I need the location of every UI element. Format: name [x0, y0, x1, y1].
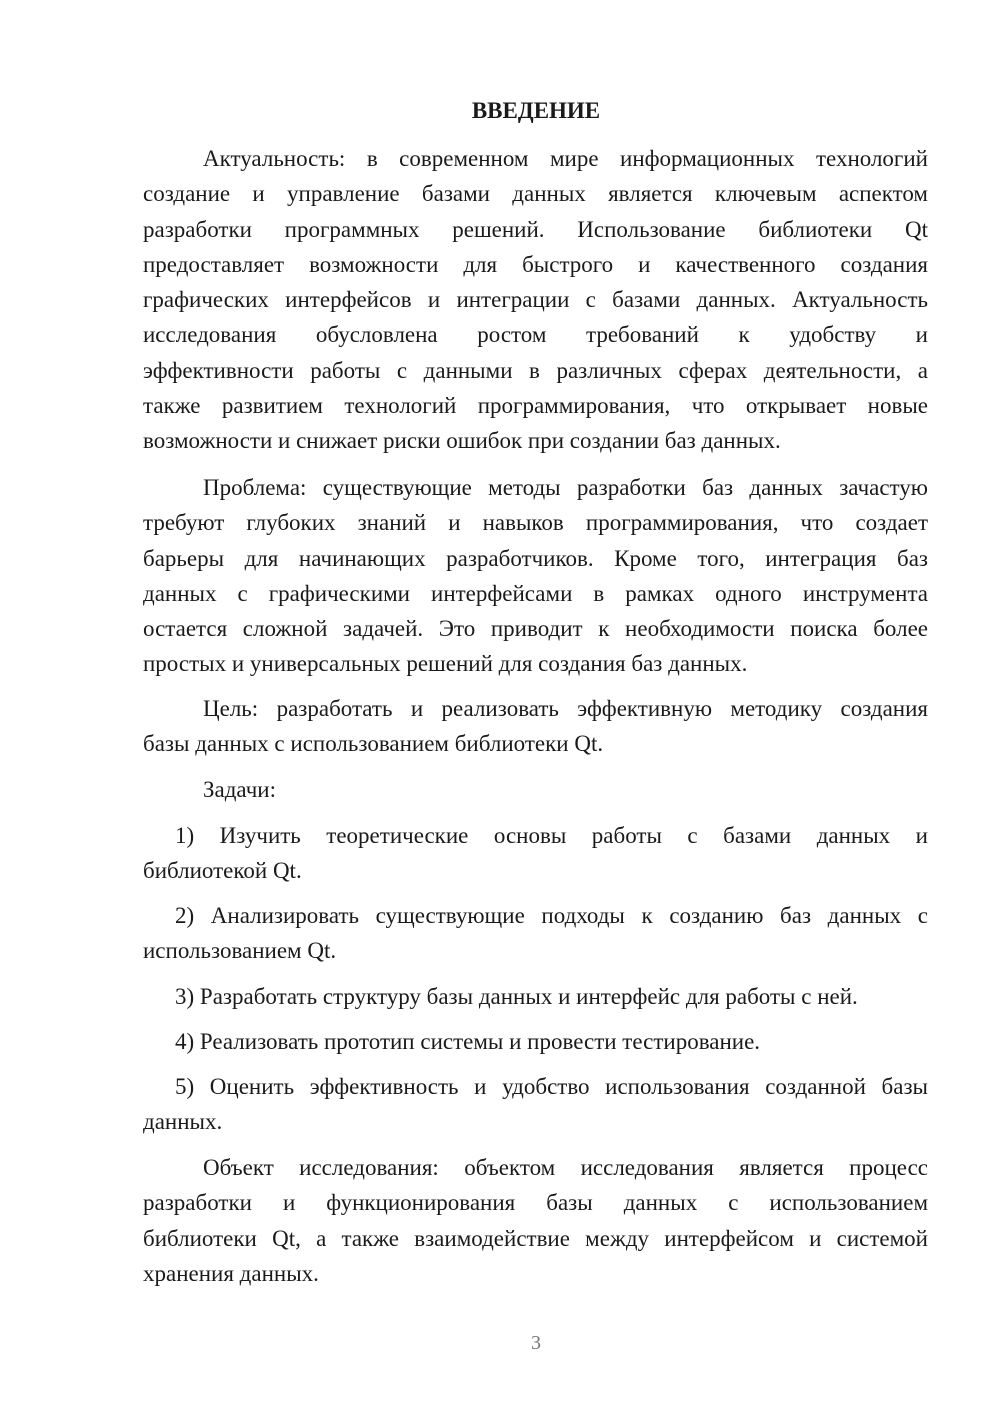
text-line: графических интерфейсов и интеграции с базами данных. Актуальность — [143, 287, 928, 313]
text-line: Актуальность: в современном мире информационных технологий — [203, 146, 928, 171]
task-list-item — [143, 979, 928, 1014]
text-line: эффективности работы с данными в различных сферах деятельности, а — [143, 357, 928, 383]
text-line: разработки и функционирования базы данных с использованием — [143, 1190, 928, 1216]
text-line: использованием Qt. — [143, 938, 337, 964]
paragraph — [143, 141, 928, 459]
text-line: барьеры для начинающих разработчиков. Кроме того, интеграция баз — [143, 545, 928, 571]
text-line: создание и управление базами данных является ключевым аспектом — [143, 181, 928, 207]
text-line: Проблема: существующие методы разработки баз данных зачастую — [203, 475, 928, 500]
task-list-item — [143, 818, 928, 889]
text-line: данных с графическими интерфейсами в рамках одного инструмента — [143, 580, 928, 606]
text-line: 2) Анализировать существующие подходы к созданию баз данных с — [175, 903, 928, 928]
text-line: библиотеки Qt, а также взаимодействие между интерфейсом и системой — [143, 1225, 928, 1251]
text-line: остается сложной задачей. Это приводит к необходимости поиска более — [143, 616, 928, 642]
text-line: Объект исследования: объектом исследования является процесс — [203, 1155, 928, 1180]
text-line: базы данных с использованием библиотеки Qt. — [143, 731, 604, 757]
text-line: хранения данных. — [143, 1260, 319, 1286]
text-line: 4) Реализовать прототип системы и провести тестирование. — [175, 1029, 761, 1054]
page-number: 3 — [531, 1332, 541, 1354]
text-line: также развитием технологий программирования, что открывает новые — [143, 393, 928, 419]
text-line: 1) Изучить теоретические основы работы с базами данных и — [175, 823, 928, 848]
paragraph — [143, 1150, 928, 1291]
task-list-item — [143, 1069, 928, 1140]
text-line: 5) Оценить эффективность и удобство использования созданной базы — [175, 1074, 928, 1099]
text-line: Цель: разработать и реализовать эффективную методику создания — [203, 696, 928, 721]
paragraph — [143, 691, 928, 762]
text-line: предоставляет возможности для быстрого и качественного создания — [143, 251, 928, 277]
text-line: простых и универсальных решений для создания баз данных. — [143, 651, 748, 677]
text-line: возможности и снижает риски ошибок при создании баз данных. — [143, 428, 781, 454]
task-list-item — [143, 898, 928, 969]
text-line: 3) Разработать структуру базы данных и интерфейс для работы с ней. — [175, 984, 858, 1009]
text-line: Задачи: — [203, 777, 276, 802]
text-line: библиотекой Qt. — [143, 858, 302, 884]
text-line: требуют глубоких знаний и навыков программирования, что создает — [143, 510, 928, 536]
text-line: исследования обусловлена ростом требований к удобству и — [143, 322, 928, 348]
section-title: ВВЕДЕНИЕ — [471, 98, 601, 123]
paragraph — [143, 772, 928, 807]
task-list-item — [143, 1024, 928, 1059]
paragraph — [143, 470, 928, 682]
text-line: разработки программных решений. Использование библиотеки Qt — [143, 216, 928, 242]
text-line: данных. — [143, 1109, 223, 1135]
